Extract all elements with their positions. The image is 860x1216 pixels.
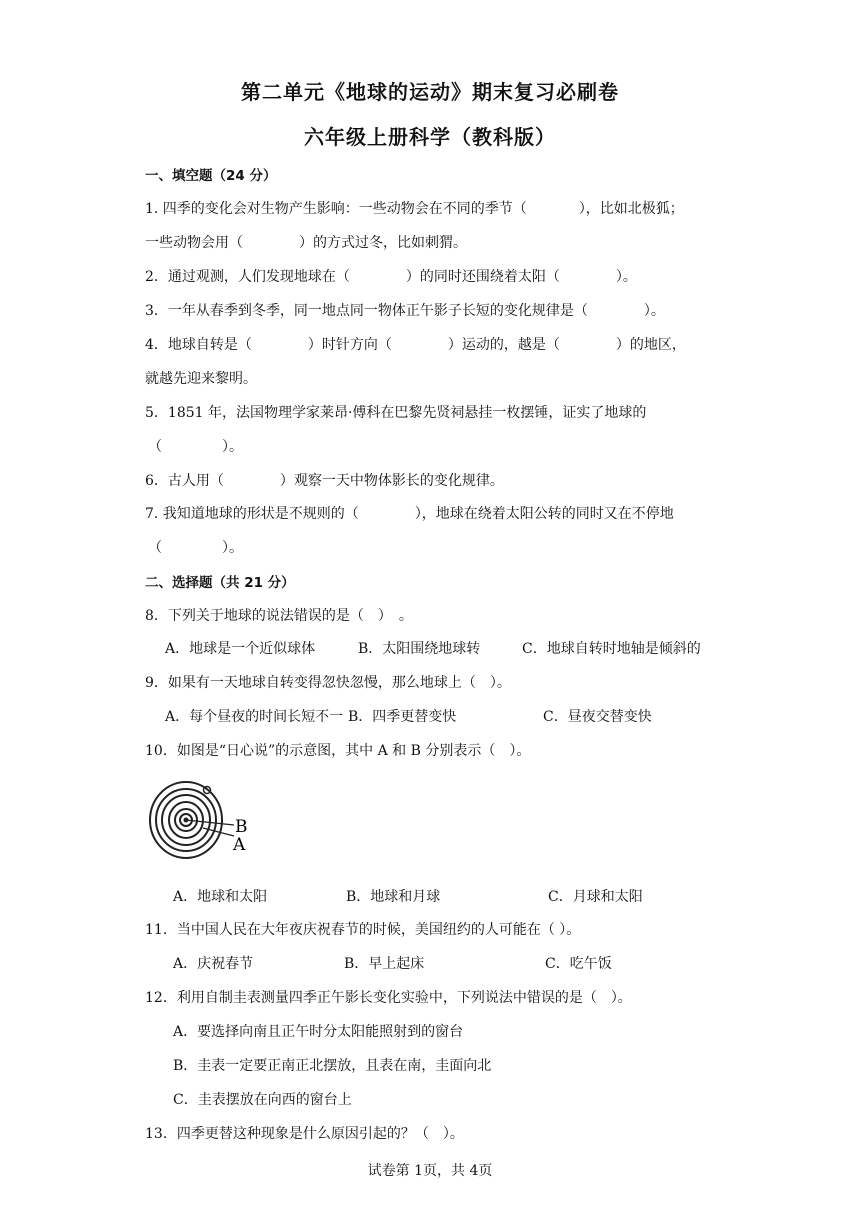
- diagram-label-b: B: [235, 817, 248, 837]
- question-8-option-c[interactable]: C．地球自转时地轴是倾斜的: [522, 641, 701, 657]
- question-3: 3．一年从春季到冬季，同一地点同一物体正午影子长短的变化规律是（ ）。: [145, 303, 665, 319]
- question-8-stem: 8．下列关于地球的说法错误的是（ ） 。: [145, 608, 413, 624]
- section-fill-blank: 一、填空题（24 分）: [145, 168, 277, 184]
- exam-subtitle: 六年级上册科学（教科版）: [304, 125, 556, 149]
- question-4-line-1: 4．地球自转是（ ）时针方向（ ）运动的，越是（ ）的地区，: [145, 337, 686, 353]
- question-12-option-b[interactable]: B．圭表一定要正南正北摆放，且表在南，圭面向北: [173, 1058, 492, 1074]
- page-footer: 试卷第 1页，共 4页: [367, 1163, 493, 1179]
- question-11-option-b[interactable]: B．早上起床: [344, 956, 425, 972]
- question-9-option-c[interactable]: C．昼夜交替变快: [543, 709, 652, 725]
- heliocentric-diagram: [148, 778, 260, 860]
- question-7-line-1: 7. 我知道地球的形状是不规则的（ ），地球在绕着太阳公转的同时又在不停地: [145, 506, 674, 522]
- question-11-stem: 11．当中国人民在大年夜庆祝春节的时候，美国纽约的人可能在（ ）。: [145, 922, 581, 938]
- question-11-option-a[interactable]: A．庆祝春节: [173, 956, 254, 972]
- question-13-stem: 13．四季更替这种现象是什么原因引起的？（ ）。: [145, 1126, 464, 1142]
- question-9-option-a[interactable]: A．每个昼夜的时间长短不一: [165, 709, 344, 725]
- question-10-option-c[interactable]: C．月球和太阳: [548, 889, 643, 905]
- question-9-stem: 9．如果有一天地球自转变得忽快忽慢，那么地球上（ ）。: [145, 675, 511, 691]
- question-11-option-c[interactable]: C．吃午饭: [545, 956, 612, 972]
- question-10-option-b[interactable]: B．地球和月球: [346, 889, 441, 905]
- question-12-option-a[interactable]: A．要选择向南且正午时分太阳能照射到的窗台: [173, 1024, 464, 1040]
- question-10-option-a[interactable]: A．地球和太阳: [173, 889, 268, 905]
- diagram-label-a: A: [233, 835, 246, 855]
- question-9-option-b[interactable]: B．四季更替变快: [348, 709, 457, 725]
- question-1-line-1: 1. 四季的变化会对生物产生影响：一些动物会在不同的季节（ ），比如北极狐；: [145, 201, 684, 217]
- question-6: 6．古人用（ ）观察一天中物体影长的变化规律。: [145, 473, 504, 489]
- section-multiple-choice: 二、选择题（共 21 分）: [145, 575, 295, 591]
- question-1-line-2: 一些动物会用（ ）的方式过冬，比如刺猬。: [145, 235, 467, 251]
- question-5-line-2: （ ）。: [148, 439, 243, 455]
- question-8-option-b[interactable]: B．太阳围绕地球转: [358, 641, 481, 657]
- question-5-line-1: 5．1851 年，法国物理学家莱昂·傅科在巴黎先贤祠悬挂一枚摆锤，证实了地球的: [145, 405, 647, 421]
- question-4-line-2: 就越先迎来黎明。: [145, 371, 257, 387]
- question-7-line-2: （ ）。: [148, 540, 243, 556]
- question-2: 2．通过观测，人们发现地球在（ ）的同时还围绕着太阳（ ）。: [145, 269, 637, 285]
- exam-title: 第二单元《地球的运动》期末复习必刷卷: [241, 80, 619, 104]
- question-8-option-a[interactable]: A．地球是一个近似球体: [165, 641, 316, 657]
- question-10-stem: 10．如图是“日心说”的示意图，其中 A 和 B 分别表示（ ）。: [145, 743, 531, 759]
- question-12-stem: 12．利用自制圭表测量四季正午影长变化实验中，下列说法中错误的是（ ）。: [145, 990, 632, 1006]
- question-12-option-c[interactable]: C．圭表摆放在向西的窗台上: [173, 1092, 352, 1108]
